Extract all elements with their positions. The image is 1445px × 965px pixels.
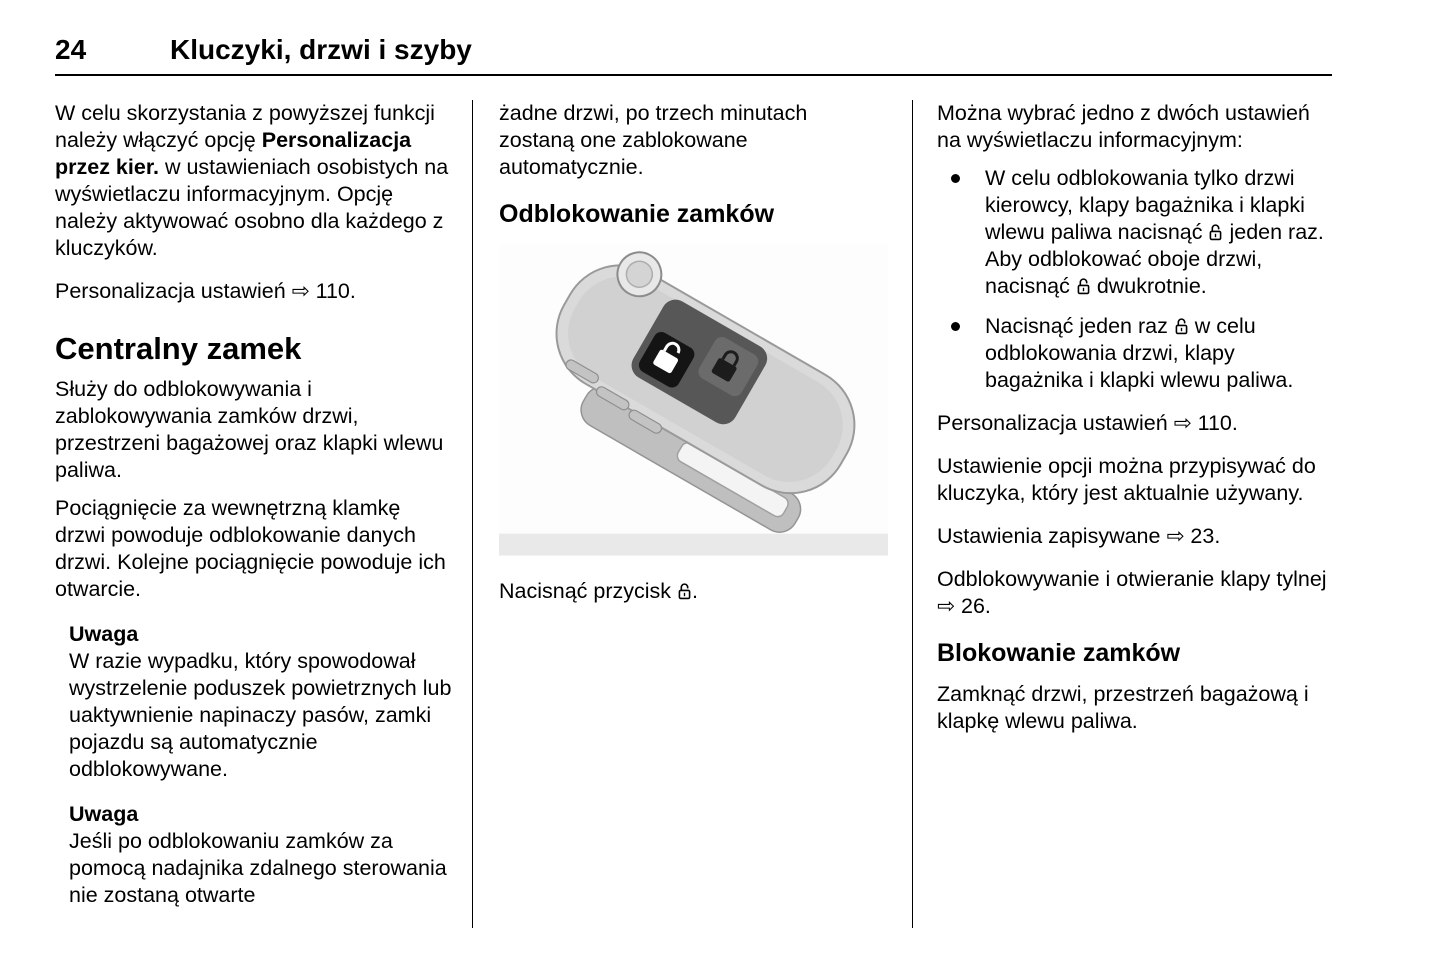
text-run: .	[692, 579, 698, 603]
subsection-heading-locking: Blokowanie zamków	[937, 639, 1181, 667]
content-columns	[55, 100, 1332, 928]
list-item-all-doors-unlock	[937, 313, 1332, 394]
key-fob-illustration	[499, 244, 888, 556]
paragraph-two-settings-intro: Można wybrać jedno z dwóch ustawień na wyświetlaczu informacyjnym:	[937, 101, 1310, 152]
cross-reference-personalization: Personalizacja ustawień ⇨ 110.	[55, 279, 356, 303]
unlock-icon	[1076, 277, 1091, 295]
note-block-auto-relock	[69, 801, 454, 909]
column-left	[55, 100, 472, 928]
text-run: W celu skorzystania z powyższej funkcji należy włączyć opcję	[55, 101, 435, 152]
bullet-text: jeden raz. Aby odblokować oboje drzwi, nacisnąć	[985, 220, 1324, 298]
text-run: Nacisnąć przycisk	[499, 579, 678, 603]
paragraph-auto-relock-continuation: żadne drzwi, po trzech minutach zostaną one zablokowane automatycznie.	[499, 101, 808, 179]
list-item-driver-door-unlock	[937, 165, 1332, 300]
paragraph-locking-instruction: Zamknąć drzwi, przestrzeń bagażową i klapkę wlewu paliwa.	[937, 682, 1309, 733]
note-title: Uwaga	[69, 802, 139, 826]
key-fob-figure	[499, 244, 888, 556]
cross-reference-tailgate: Odblokowywanie i otwieranie klapy tylnej ⇨ 26.	[937, 567, 1327, 618]
page-title: Kluczyki, drzwi i szyby	[170, 34, 472, 65]
bullet-dot	[951, 174, 960, 183]
bold-menu-option: Personalizacja przez kier.	[55, 128, 412, 179]
bullet-text: w celu odblokowania drzwi, klapy bagażnika i klapki wlewu paliwa.	[985, 314, 1294, 392]
note-body: Jeśli po odblokowaniu zamków za pomocą nadajnika zdalnego sterowania nie zostaną otwarte	[69, 829, 447, 907]
note-title: Uwaga	[69, 622, 139, 646]
page-header	[55, 34, 1445, 66]
cross-reference-personalization: Personalizacja ustawień ⇨ 110.	[937, 411, 1238, 435]
note-block-airbag	[69, 621, 454, 783]
column-right	[913, 100, 1332, 928]
bullet-text: W celu odblokowania tylko drzwi kierowcy, klapy bagażnika i klapki wlewu paliwa nacisnąć	[985, 166, 1305, 244]
bullet-text: Nacisnąć jeden raz	[985, 314, 1174, 338]
paragraph-setting-assigned-to-key: Ustawienie opcji można przypisywać do kluczyka, który jest aktualnie używany.	[937, 454, 1316, 505]
bullet-dot	[951, 322, 960, 331]
unlock-icon	[1208, 223, 1223, 241]
unlock-icon	[1174, 317, 1189, 335]
unlock-icon	[677, 582, 692, 600]
bullet-text: dwukrotnie.	[1090, 274, 1207, 298]
section-heading-central-locking: Centralny zamek	[55, 331, 302, 366]
text-run: w ustawieniach osobistych na wyświetlaczu informacyjnym. Opcję należy aktywować osobno dla każdego z kluczyków.	[55, 155, 449, 260]
paragraph-central-locking-function: Służy do odblokowywania i zablokowywania zamków drzwi, przestrzeni bagażowej oraz klapki wlewu paliwa.	[55, 377, 444, 482]
page-number: 24	[55, 34, 87, 65]
column-middle	[472, 100, 913, 928]
paragraph-personalization-intro	[55, 100, 454, 262]
figure-caption-press-button	[499, 578, 886, 605]
note-body: W razie wypadku, który spowodował wystrzelenie poduszek powietrznych lub uaktywnienie napinaczy pasów, zamki pojazdu są automatycznie odblokowywane.	[69, 649, 452, 781]
header-rule	[55, 74, 1332, 76]
cross-reference-saved-settings: Ustawienia zapisywane ⇨ 23.	[937, 524, 1221, 548]
subsection-heading-unlocking: Odblokowanie zamków	[499, 200, 775, 228]
paragraph-inner-handle: Pociągnięcie za wewnętrzną klamkę drzwi powoduje odblokowanie danych drzwi. Kolejne pociągnięcie powoduje ich otwarcie.	[55, 496, 446, 601]
